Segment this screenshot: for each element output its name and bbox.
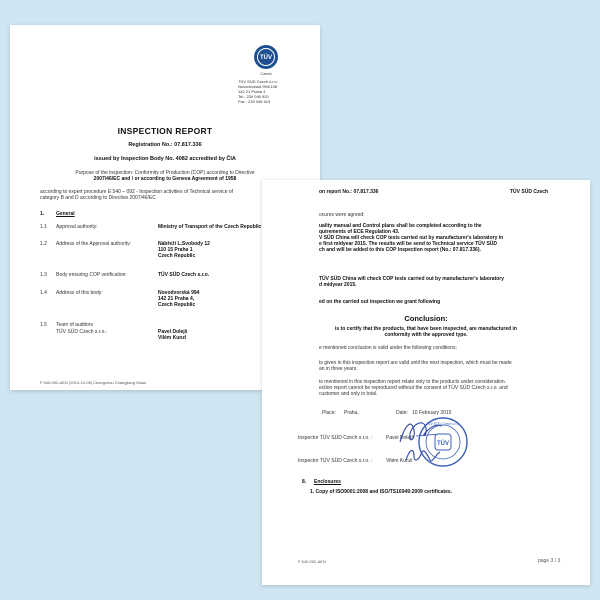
- row-value: Ministry of Transport of the Czech Republic: [158, 224, 262, 230]
- certify-line: is to certify that the products, that have been inspected, are manufactured in: [335, 326, 517, 332]
- certify-line: conformity with the approved type.: [384, 332, 468, 338]
- date-label: Date:: [396, 410, 408, 416]
- inspector-name: Vilém Kunzl: [386, 458, 413, 464]
- row-number: 1.3: [40, 272, 47, 278]
- registration-number: Registration No.: 07.817.336: [128, 142, 202, 148]
- row-value: Nábřeží L.Svobody 12: [158, 241, 210, 247]
- enclosure-item: 1. Copy of ISO9001:2008 and ISO/TS16949:2009 certificates.: [310, 489, 453, 495]
- auditor-company: TÜV SÜD Czech s.r.o.:: [56, 329, 108, 335]
- section-title: General: [56, 211, 75, 217]
- row-value: Novodvorská 994: [158, 290, 200, 296]
- address-line: Tel.: 239 046 920: [238, 94, 269, 99]
- page-header-right: TÜV SÜD Czech: [510, 189, 549, 195]
- address-line: 142 21 Praha 4: [238, 89, 266, 94]
- row-label: Approval authority:: [56, 224, 98, 230]
- row-label: Team of auditors: [56, 322, 93, 328]
- condition-line: an in three years.: [319, 366, 358, 372]
- enclosures-title: Enclosures: [314, 479, 341, 485]
- certify-statement: [262, 326, 590, 338]
- paragraph-line: uality manual and Control plans shall be completed according to the: [319, 223, 482, 229]
- logo-caption: Czech: [260, 71, 272, 76]
- valid-line: e mentioned conclusion is valid under the following conditions:: [319, 345, 457, 351]
- row-value: 142 21 Praha 4,: [158, 296, 195, 302]
- date-value: 10 February 2015: [412, 410, 452, 416]
- condition-line: ts mentioned in this inspection report relate only to the products under consideration.: [319, 379, 507, 385]
- enclosures-number: 8.: [302, 479, 307, 485]
- tuv-logo-text: TÜV: [260, 55, 272, 61]
- row-value: TÜV SÜD Czech s.r.o.: [158, 272, 210, 278]
- paragraph-line: d midyear 2015.: [319, 282, 357, 288]
- stamp-ring-text: TÜV SÜD Czech s.r.o.: [426, 422, 460, 426]
- place-value: Praha,: [344, 410, 359, 416]
- tuv-logo-icon: [254, 45, 278, 69]
- address-line: TÜV SÜD Czech s.r.o.: [238, 79, 278, 84]
- condition-line: customer and only in total.: [319, 391, 378, 397]
- company-address: [238, 79, 278, 104]
- conclusion-title: Conclusion:: [404, 314, 448, 323]
- agreement-paragraph-1: [319, 223, 503, 253]
- row-value: Czech Republic: [158, 302, 196, 308]
- issued-by: issued by Inspection Body No. 4082 accredited by ČIA: [94, 156, 236, 162]
- row-label: Body ensuring COP verification:: [56, 272, 127, 278]
- condition-1: [319, 360, 512, 372]
- paragraph-line: ch and will be added to this COP Inspection report (No.: 07.817.336).: [319, 247, 481, 253]
- report-title: INSPECTION REPORT: [117, 126, 213, 136]
- tuv-logo: [254, 45, 278, 69]
- row-label: Address of this body:: [56, 290, 103, 296]
- purpose-line: Purpose of the inspection: Conformity of Production (COP) according to Directive: [75, 170, 255, 176]
- page-header-left: on report No.: 07.817.336: [319, 189, 379, 195]
- row-number: 1.1: [40, 224, 47, 230]
- paragraph-line: e first midyear 2015. The results will be send to Technical service TÜV SÜD: [319, 241, 498, 247]
- tuv-stamp: [417, 416, 469, 468]
- page-number: page 3 / 3: [538, 558, 561, 564]
- row-number: 1.5: [40, 322, 47, 328]
- stamp-center-text: TÜV: [437, 441, 449, 447]
- inspector-label: Inspector TÜV SÜD Czech s.r.o. :: [298, 458, 373, 464]
- row-number: 1.4: [40, 290, 47, 296]
- inspector-label: Inspector TÜV SÜD Czech s.r.o. :: [298, 435, 373, 441]
- auditor-name: Vilém Kunzl: [158, 335, 187, 341]
- row-value: Czech Republic: [158, 253, 196, 259]
- footer-left: F 540-092-AEN (2014-10-08) Changzhou Changjiang Glass: [40, 380, 147, 385]
- condition-line: ts given in this inspection report are valid until the next inspection, which must be made: [319, 360, 512, 366]
- place-label: Place:: [322, 410, 336, 416]
- address-line: Novodvorská 994/138: [238, 84, 277, 89]
- paragraph-line: TÜV SÜD China will check COP tests carried out by manufacturer's laboratory: [319, 276, 505, 282]
- procedure-line: according to expert procedure E 540 – 092 - Inspection activities of Technical service of: [40, 189, 234, 195]
- report-page-3: [262, 180, 590, 585]
- row-label: Address of the Approval authority:: [56, 241, 132, 247]
- row-number: 1.2: [40, 241, 47, 247]
- inspector-name: Pavel Dolejš: [386, 435, 414, 441]
- procedure-line: category B and D according to Directive 2007/46/EC: [40, 195, 156, 201]
- footer-left: F 540-092-AEN: [298, 559, 326, 564]
- condition-line: ection report cannot be reproduced without the consent of TÜV SÜD Czech s.r.o. and: [319, 385, 508, 391]
- row-value: 110 15 Praha 1: [158, 247, 193, 253]
- agreement-paragraph-2: [319, 276, 504, 288]
- auditor-name: Pavel Dolejš: [158, 329, 188, 335]
- purpose-line: 2007/46/EC and / or according to Geneva Agreement of 1958: [93, 176, 237, 182]
- agreed-line: ocures were agreed:: [319, 212, 365, 218]
- address-line: Fax : 239 046 919: [238, 99, 271, 104]
- grant-line: ed on the carried out inspection we grant following: [319, 299, 441, 305]
- paragraph-line: quirements of ECE Regulation 43.: [319, 229, 400, 235]
- condition-2: [319, 379, 508, 397]
- section-number: 1.: [40, 211, 45, 217]
- paragraph-line: V SÜD China will check COP tests carried out by manufacturer's laboratory in: [319, 235, 504, 241]
